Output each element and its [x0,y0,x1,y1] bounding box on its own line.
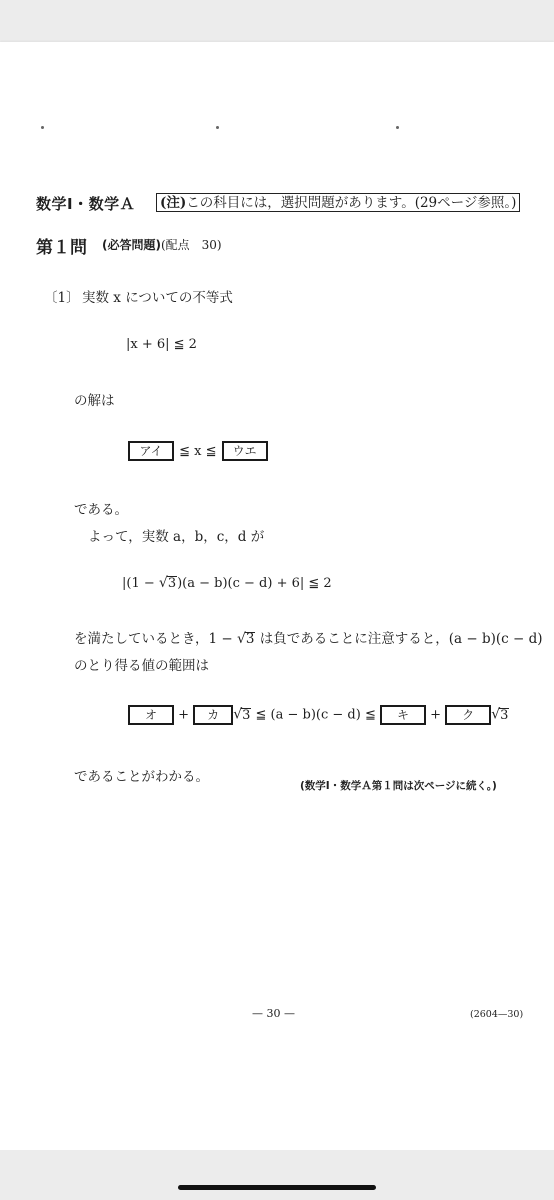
intro-text: 実数 x についての不等式 [82,290,233,306]
range-middle: ≦ x ≦ [179,444,217,459]
bottom-gray-band [0,1150,554,1200]
final-range: オ + カ √3 ≦ (a − b)(c − d) ≦ キ + ク √3 [128,705,509,725]
solution-text: の解は [74,393,115,409]
solution-range [128,440,268,461]
required-label: (必答問題) [102,238,161,252]
answer-box-ki[interactable]: キ [380,705,426,725]
answer-box-o[interactable]: オ [128,705,174,725]
inequality-2: |(1 − √3)(a − b)(c − d) + 6| ≦ 2 [122,575,332,591]
subject-title: 数学Ⅰ・数学Ａ [36,195,136,213]
answer-box-ai[interactable]: アイ [128,441,174,461]
answer-box-ku[interactable]: ク [445,705,491,725]
line3b: は負であることに注意すると，(a − b)(c − d) [255,631,543,647]
points-label: (配点 30) [160,238,222,252]
condition-line: を満たしているとき，1 − √3 は負であることに注意すると，(a − b)(c − d) [74,631,543,647]
sqrt-3: 3 [242,707,251,723]
dearu-text: である。 [74,502,128,518]
scan-dot [396,126,399,129]
question-meta [102,236,222,253]
subject-note [156,193,520,212]
sqrt-3: 3 [167,576,177,591]
range-middle-2: ≦ (a − b)(c − d) ≦ [251,707,376,723]
sqrt-3: 3 [500,707,509,723]
answer-box-ue[interactable]: ウエ [222,441,268,461]
plus-sign: + [178,707,190,723]
ineq2-right: )(a − b)(c − d) + 6| ≦ 2 [177,576,332,591]
range-text: のとり得る値の範囲は [74,658,209,674]
answer-box-ka[interactable]: カ [193,705,233,725]
page-code: (2604—30) [470,1009,524,1020]
yotte-text: よって，実数 a，b，c，d が [88,529,265,545]
plus-sign: + [430,707,442,723]
ineq2-left: |(1 − [122,576,159,591]
sqrt-3: 3 [245,631,255,647]
top-gray-band [0,0,554,42]
continued-note: (数学Ⅰ・数学Ａ第１問は次ページに続く。) [300,780,497,792]
page-number: — 30 — [252,1007,295,1020]
line3a: を満たしているとき，1 − [74,631,237,647]
note-text: この科目には，選択問題があります。(29ページ参照。) [186,195,517,211]
question-title: 第１問 [36,238,87,258]
part-label: 〔1〕 [44,290,80,306]
home-indicator [178,1185,376,1190]
inequality-1: |x + 6| ≦ 2 [126,337,197,352]
note-label: (注) [160,195,187,211]
scan-dot [216,126,219,129]
conclusion-text: であることがわかる。 [74,769,209,785]
scan-dot [41,126,44,129]
